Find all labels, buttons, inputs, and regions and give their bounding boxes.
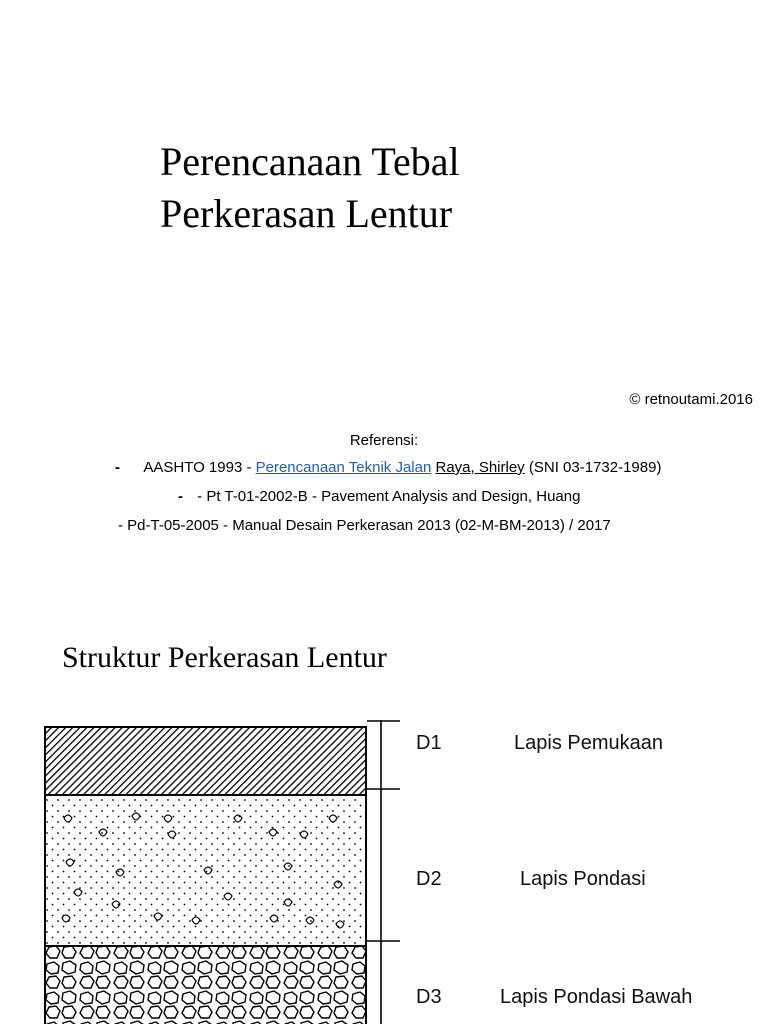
layer-code-d1: D1 xyxy=(416,732,442,754)
section-title: Struktur Perkerasan Lentur xyxy=(62,641,387,674)
bullet: - xyxy=(178,488,183,505)
layer-d2-base xyxy=(45,795,366,946)
layer-code-d3: D3 xyxy=(416,986,442,1008)
pavement-structure-diagram xyxy=(44,720,768,1024)
thickness-dimension-line xyxy=(367,720,400,1024)
reference-line-1 xyxy=(115,459,661,476)
layer-d3-subbase xyxy=(45,946,366,1024)
title-line-1: Perencanaan Tebal xyxy=(160,139,460,184)
layer-name-d3: Lapis Pondasi Bawah xyxy=(500,986,693,1008)
reference-sni: (SNI 03-1732-1989) xyxy=(528,459,662,476)
title-line-2: Perkerasan Lentur xyxy=(160,191,453,236)
page-title xyxy=(160,136,580,240)
reference-line-2 xyxy=(178,488,580,505)
layer-code-d2: D2 xyxy=(416,868,442,890)
layer-name-d2: Lapis Pondasi xyxy=(520,868,646,890)
copyright-text: © retnoutami.2016 xyxy=(629,391,753,408)
layer-d1-surface xyxy=(45,727,366,795)
reference-raya-shirley: Raya, Shirley xyxy=(435,459,525,476)
reference-pt-text: - Pt T-01-2002-B - Pavement Analysis and Design, Huang xyxy=(197,488,581,505)
reference-aashto: AASHTO 1993 - xyxy=(143,459,252,476)
layer-name-d1: Lapis Pemukaan xyxy=(514,732,663,754)
bullet: - xyxy=(115,459,120,476)
pavement-layers-svg xyxy=(44,720,768,1024)
reference-line-3 xyxy=(118,517,611,534)
reference-pd-text: - Pd-T-05-2005 - Manual Desain Perkerasan 2013 (02-M-BM-2013) / 2017 xyxy=(118,517,611,534)
reference-link-perencanaan[interactable]: Perencanaan Teknik Jalan xyxy=(255,459,432,476)
references-heading: Referensi: xyxy=(349,432,419,449)
